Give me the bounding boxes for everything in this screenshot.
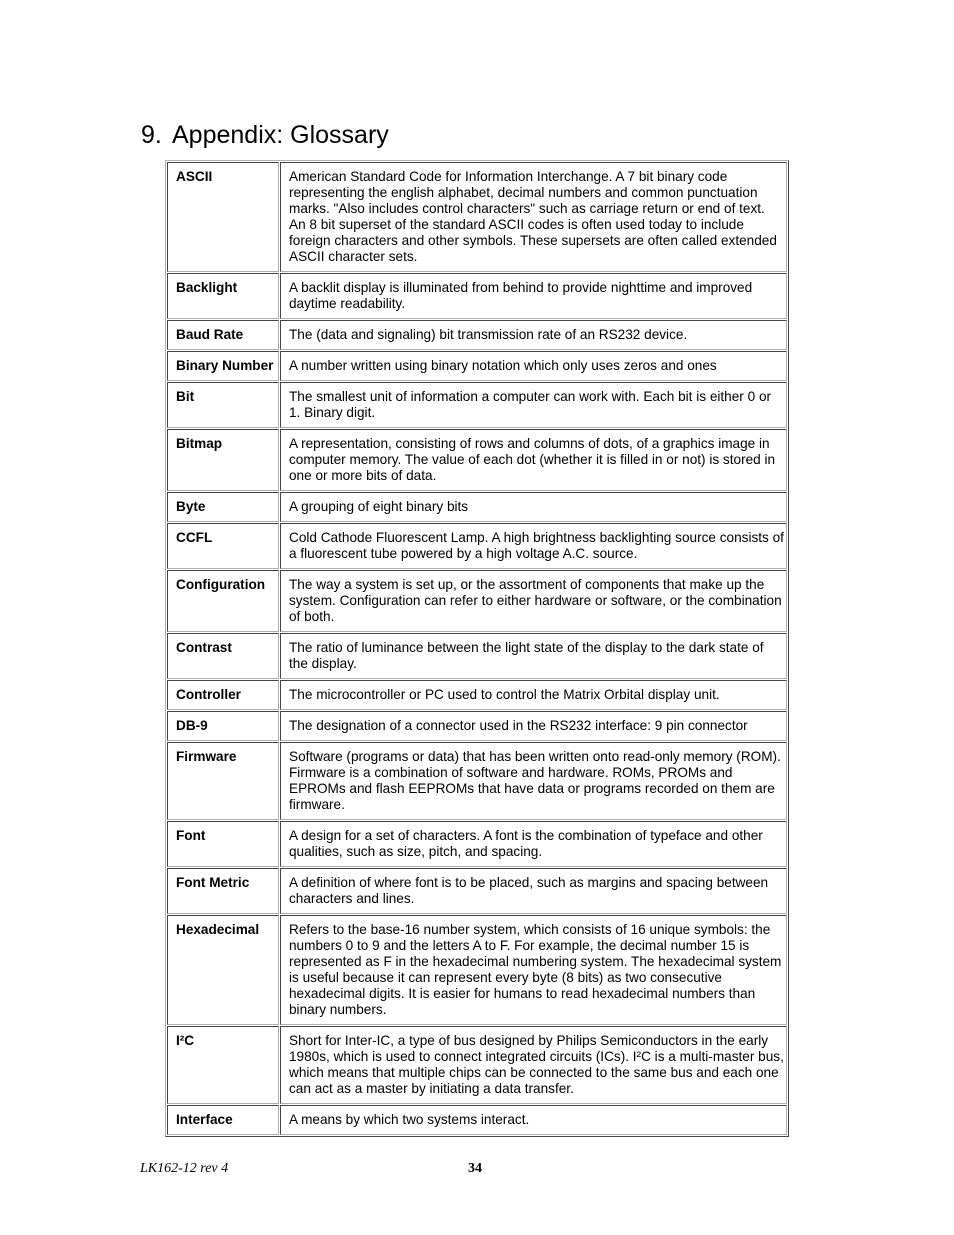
glossary-body bbox=[167, 162, 787, 1135]
glossary-definition: A definition of where font is to be placed, such as margins and spacing between characters and lines. bbox=[280, 868, 787, 914]
glossary-definition: Refers to the base-16 number system, which consists of 16 unique symbols: the numbers 0 to 9 and the letters A to F. For example, the decimal number 15 is represented as F in the hexadecimal numbering system. The hexadecimal system is useful because it can represent every byte (8 bits) as two consecutive hexadecimal digits. It is easier for humans to read hexadecimal numbers than binary numbers. bbox=[280, 915, 787, 1025]
glossary-definition: A number written using binary notation which only uses zeros and ones bbox=[280, 351, 787, 381]
glossary-term: Byte bbox=[167, 492, 279, 522]
glossary-term: Backlight bbox=[167, 273, 279, 319]
table-row bbox=[167, 273, 787, 319]
glossary-definition: A grouping of eight binary bits bbox=[280, 492, 787, 522]
glossary-definition: The microcontroller or PC used to control the Matrix Orbital display unit. bbox=[280, 680, 787, 710]
glossary-term: Bitmap bbox=[167, 429, 279, 491]
glossary-term: Bit bbox=[167, 382, 279, 428]
glossary-definition: American Standard Code for Information Interchange. A 7 bit binary code representing the english alphabet, decimal numbers and common punctuation marks. "Also includes control characters" such as carriage return or end of text. An 8 bit superset of the standard ASCII codes is often used today to include foreign characters and other symbols. These supersets are often called extended ASCII character sets. bbox=[280, 162, 787, 272]
footer-doc-id: LK162-12 rev 4 bbox=[140, 1161, 229, 1176]
table-row bbox=[167, 429, 787, 491]
table-row bbox=[167, 492, 787, 522]
table-row bbox=[167, 742, 787, 820]
glossary-definition: Cold Cathode Fluorescent Lamp. A high brightness backlighting source consists of a fluorescent tube powered by a high voltage A.C. source. bbox=[280, 523, 787, 569]
glossary-definition: A backlit display is illuminated from behind to provide nighttime and improved daytime readability. bbox=[280, 273, 787, 319]
table-row bbox=[167, 351, 787, 381]
table-row bbox=[167, 1026, 787, 1104]
section-number: 9. bbox=[141, 121, 162, 149]
glossary-definition: The ratio of luminance between the light state of the display to the dark state of the display. bbox=[280, 633, 787, 679]
glossary-definition: The designation of a connector used in the RS232 interface: 9 pin connector bbox=[280, 711, 787, 741]
table-row bbox=[167, 680, 787, 710]
glossary-term: Hexadecimal bbox=[167, 915, 279, 1025]
glossary-term: ASCII bbox=[167, 162, 279, 272]
glossary-definition: A design for a set of characters. A font is the combination of typeface and other qualities, such as size, pitch, and spacing. bbox=[280, 821, 787, 867]
glossary-term: CCFL bbox=[167, 523, 279, 569]
table-row bbox=[167, 711, 787, 741]
glossary-table bbox=[165, 160, 789, 1137]
glossary-table-grid bbox=[166, 161, 788, 1136]
glossary-definition: The smallest unit of information a computer can work with. Each bit is either 0 or 1. Binary digit. bbox=[280, 382, 787, 428]
glossary-term: Configuration bbox=[167, 570, 279, 632]
table-row bbox=[167, 821, 787, 867]
table-row bbox=[167, 382, 787, 428]
glossary-term: DB-9 bbox=[167, 711, 279, 741]
glossary-term: Firmware bbox=[167, 742, 279, 820]
glossary-definition: The way a system is set up, or the assortment of components that make up the system. Configuration can refer to either hardware or software, or the combination of both. bbox=[280, 570, 787, 632]
glossary-term: Interface bbox=[167, 1105, 279, 1135]
section-heading bbox=[141, 119, 389, 151]
glossary-term: Controller bbox=[167, 680, 279, 710]
glossary-term: Font bbox=[167, 821, 279, 867]
table-row bbox=[167, 868, 787, 914]
glossary-definition: Short for Inter-IC, a type of bus designed by Philips Semiconductors in the early 1980s, which is used to connect integrated circuits (ICs). I²C is a multi-master bus, which means that multiple chips can be connected to the same bus and each one can act as a master by initiating a data transfer. bbox=[280, 1026, 787, 1104]
glossary-term: Baud Rate bbox=[167, 320, 279, 350]
glossary-definition: A means by which two systems interact. bbox=[280, 1105, 787, 1135]
table-row bbox=[167, 570, 787, 632]
glossary-term: Contrast bbox=[167, 633, 279, 679]
section-title: Appendix: Glossary bbox=[172, 121, 389, 149]
glossary-term: Font Metric bbox=[167, 868, 279, 914]
table-row bbox=[167, 915, 787, 1025]
table-row bbox=[167, 320, 787, 350]
glossary-definition: The (data and signaling) bit transmission rate of an RS232 device. bbox=[280, 320, 787, 350]
table-row bbox=[167, 523, 787, 569]
table-row bbox=[167, 162, 787, 272]
glossary-definition: A representation, consisting of rows and columns of dots, of a graphics image in computer memory. The value of each dot (whether it is filled in or not) is stored in one or more bits of data. bbox=[280, 429, 787, 491]
glossary-definition: Software (programs or data) that has been written onto read-only memory (ROM). Firmware is a combination of software and hardware. ROMs, PROMs and EPROMs and flash EEPROMs that have data or programs recorded on them are firmware. bbox=[280, 742, 787, 820]
table-row bbox=[167, 1105, 787, 1135]
footer-page-number: 34 bbox=[468, 1161, 482, 1176]
table-row bbox=[167, 633, 787, 679]
glossary-term: Binary Number bbox=[167, 351, 279, 381]
glossary-term: I²C bbox=[167, 1026, 279, 1104]
